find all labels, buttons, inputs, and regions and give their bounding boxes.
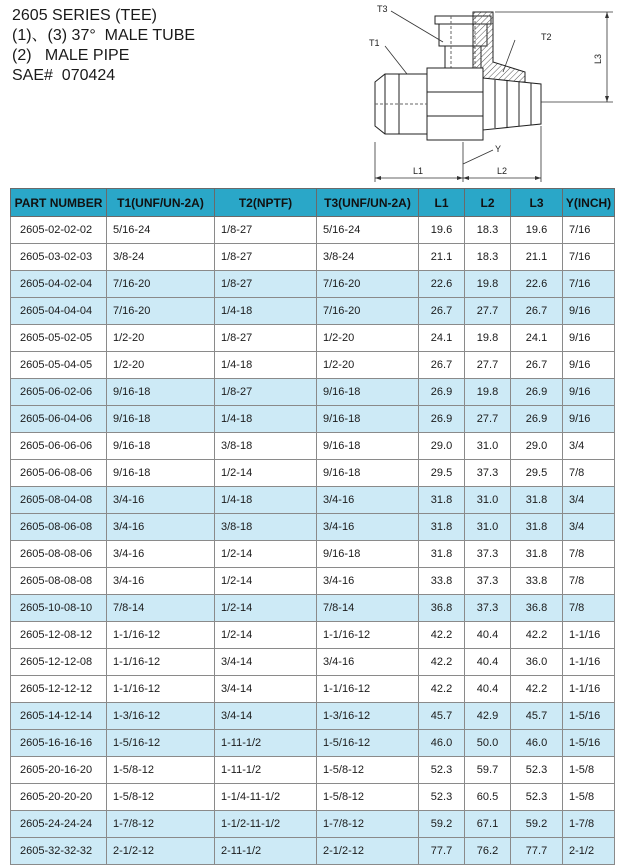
table-cell: 36.8: [511, 595, 563, 622]
table-cell: 2605-32-32-32: [11, 838, 107, 865]
table-cell: 77.7: [419, 838, 465, 865]
table-cell: 1-3/16-12: [107, 703, 215, 730]
tee-body: [427, 68, 483, 140]
table-cell: 9/16: [563, 379, 615, 406]
table-cell: 27.7: [465, 298, 511, 325]
table-cell: 26.7: [511, 298, 563, 325]
table-cell: 1-7/8-12: [317, 811, 419, 838]
table-cell: 1-1/16-12: [317, 622, 419, 649]
table-cell: 1/4-18: [215, 406, 317, 433]
table-cell: 42.9: [465, 703, 511, 730]
table-cell: 2605-10-08-10: [11, 595, 107, 622]
table-cell: 52.3: [419, 757, 465, 784]
table-cell: 2605-08-08-06: [11, 541, 107, 568]
table-cell: 1-1/2-11-1/2: [215, 811, 317, 838]
column-header: L1: [419, 189, 465, 217]
table-cell: 3/4-16: [107, 541, 215, 568]
table-cell: 9/16: [563, 352, 615, 379]
table-cell: 45.7: [419, 703, 465, 730]
table-cell: 7/16-20: [317, 298, 419, 325]
table-cell: 1-3/16-12: [317, 703, 419, 730]
table-cell: 1-5/16: [563, 703, 615, 730]
table-cell: 2605-04-02-04: [11, 271, 107, 298]
table-cell: 3/4: [563, 487, 615, 514]
table-cell: 2605-14-12-14: [11, 703, 107, 730]
table-row: [11, 730, 615, 757]
table-cell: 1/8-27: [215, 325, 317, 352]
table-cell: 2605-12-12-12: [11, 676, 107, 703]
table-cell: 18.3: [465, 244, 511, 271]
table-cell: 1-5/8-12: [317, 784, 419, 811]
table-cell: 5/16-24: [107, 217, 215, 244]
series-description-1: (1)、(3) 37° MALE TUBE: [12, 27, 196, 44]
table-cell: 1-5/8-12: [317, 757, 419, 784]
table-cell: 2605-05-04-05: [11, 352, 107, 379]
table-cell: 36.8: [419, 595, 465, 622]
table-cell: 2-1/2: [563, 838, 615, 865]
table-cell: 2605-16-16-16: [11, 730, 107, 757]
table-cell: 5/16-24: [317, 217, 419, 244]
table-cell: 24.1: [419, 325, 465, 352]
table-cell: 1-5/8: [563, 784, 615, 811]
table-cell: 1-5/8-12: [107, 757, 215, 784]
table-row: [11, 514, 615, 541]
table-cell: 1/4-18: [215, 298, 317, 325]
table-row: [11, 244, 615, 271]
table-cell: 37.3: [465, 541, 511, 568]
table-row: [11, 568, 615, 595]
table-cell: 1-5/8: [563, 757, 615, 784]
table-cell: 3/4: [563, 433, 615, 460]
table-cell: 1/8-27: [215, 217, 317, 244]
table-cell: 2-1/2-12: [317, 838, 419, 865]
table-cell: 2605-24-24-24: [11, 811, 107, 838]
table-cell: 3/4-16: [317, 487, 419, 514]
table-cell: 1-1/16-12: [317, 676, 419, 703]
table-row: [11, 433, 615, 460]
label-t1: T1: [369, 38, 380, 48]
table-cell: 1-5/16: [563, 730, 615, 757]
table-cell: 7/16: [563, 217, 615, 244]
table-cell: 21.1: [419, 244, 465, 271]
table-cell: 2605-06-04-06: [11, 406, 107, 433]
table-cell: 19.8: [465, 325, 511, 352]
table-cell: 42.2: [419, 676, 465, 703]
label-t3: T3: [377, 4, 388, 14]
table-cell: 1-1/16-12: [107, 649, 215, 676]
table-cell: 9/16-18: [317, 379, 419, 406]
table-cell: 19.6: [511, 217, 563, 244]
table-row: [11, 676, 615, 703]
table-cell: 9/16-18: [107, 460, 215, 487]
table-cell: 9/16-18: [317, 433, 419, 460]
table-row: [11, 487, 615, 514]
table-cell: 1/2-14: [215, 568, 317, 595]
table-row: [11, 406, 615, 433]
table-cell: 1/8-27: [215, 379, 317, 406]
table-cell: 2605-05-02-05: [11, 325, 107, 352]
table-cell: 1-1/4-11-1/2: [215, 784, 317, 811]
table-cell: 7/16: [563, 244, 615, 271]
table-cell: 40.4: [465, 622, 511, 649]
table-cell: 1/2-20: [317, 352, 419, 379]
table-cell: 9/16: [563, 406, 615, 433]
table-cell: 67.1: [465, 811, 511, 838]
table-cell: 2605-06-02-06: [11, 379, 107, 406]
table-cell: 3/4-16: [317, 568, 419, 595]
table-body: [11, 217, 615, 865]
column-header: L3: [511, 189, 563, 217]
table-cell: 46.0: [419, 730, 465, 757]
table-row: [11, 460, 615, 487]
table-cell: 52.3: [419, 784, 465, 811]
table-cell: 3/4-14: [215, 649, 317, 676]
table-cell: 3/4: [563, 514, 615, 541]
table-cell: 2605-06-06-06: [11, 433, 107, 460]
table-cell: 3/8-18: [215, 433, 317, 460]
table-cell: 1/4-18: [215, 352, 317, 379]
table-cell: 37.3: [465, 460, 511, 487]
table-row: [11, 757, 615, 784]
table-cell: 1-1/16: [563, 622, 615, 649]
table-cell: 7/8-14: [107, 595, 215, 622]
table-row: [11, 217, 615, 244]
table-cell: 3/8-24: [317, 244, 419, 271]
table-cell: 26.7: [419, 298, 465, 325]
table-cell: 7/8: [563, 568, 615, 595]
table-cell: 2605-08-08-08: [11, 568, 107, 595]
table-cell: 1-5/16-12: [107, 730, 215, 757]
table-row: [11, 298, 615, 325]
table-cell: 3/4-16: [107, 514, 215, 541]
series-title: 2605 SERIES (TEE): [12, 7, 157, 24]
table-cell: 9/16-18: [107, 433, 215, 460]
right-pipe-end: [483, 78, 541, 130]
table-cell: 26.9: [511, 406, 563, 433]
table-cell: 1-11-1/2: [215, 730, 317, 757]
table-cell: 2605-02-02-02: [11, 217, 107, 244]
table-cell: 7/16-20: [107, 298, 215, 325]
table-cell: 29.5: [419, 460, 465, 487]
table-cell: 26.9: [419, 406, 465, 433]
table-cell: 3/8-24: [107, 244, 215, 271]
table-cell: 52.3: [511, 757, 563, 784]
table-cell: 29.0: [419, 433, 465, 460]
table-cell: 9/16-18: [317, 541, 419, 568]
table-cell: 60.5: [465, 784, 511, 811]
table-row: [11, 703, 615, 730]
table-cell: 9/16: [563, 298, 615, 325]
table-cell: 42.2: [511, 622, 563, 649]
table-cell: 26.9: [419, 379, 465, 406]
label-t2: T2: [541, 32, 552, 42]
table-cell: 1-1/16-12: [107, 622, 215, 649]
table-row: [11, 325, 615, 352]
table-row: [11, 649, 615, 676]
table-cell: 1/2-14: [215, 460, 317, 487]
table-cell: 3/4-16: [317, 649, 419, 676]
series-header: [12, 6, 195, 86]
column-header: T1(UNF/UN-2A): [107, 189, 215, 217]
table-cell: 1/8-27: [215, 244, 317, 271]
table-cell: 1-11-1/2: [215, 757, 317, 784]
label-l3: L3: [593, 53, 603, 64]
table-cell: 1-1/16: [563, 676, 615, 703]
table-cell: 52.3: [511, 784, 563, 811]
specification-table: [10, 188, 615, 865]
table-cell: 1-7/8-12: [107, 811, 215, 838]
table-cell: 31.8: [419, 541, 465, 568]
table-cell: 9/16-18: [317, 406, 419, 433]
table-cell: 22.6: [511, 271, 563, 298]
table-row: [11, 541, 615, 568]
table-cell: 29.0: [511, 433, 563, 460]
table-cell: 2605-20-16-20: [11, 757, 107, 784]
table-cell: 3/8-18: [215, 514, 317, 541]
table-cell: 31.8: [511, 487, 563, 514]
table-row: [11, 838, 615, 865]
table-cell: 1/2-20: [107, 325, 215, 352]
table-cell: 2605-06-08-06: [11, 460, 107, 487]
table-cell: 1-1/16-12: [107, 676, 215, 703]
table-row: [11, 271, 615, 298]
table-cell: 7/16-20: [107, 271, 215, 298]
table-cell: 1/8-27: [215, 271, 317, 298]
table-cell: 26.7: [511, 352, 563, 379]
table-cell: 42.2: [511, 676, 563, 703]
table-cell: 33.8: [511, 568, 563, 595]
label-l2: L2: [497, 166, 508, 176]
table-cell: 31.0: [465, 433, 511, 460]
table-cell: 24.1: [511, 325, 563, 352]
table-cell: 31.0: [465, 487, 511, 514]
table-header-row: [11, 189, 615, 217]
table-cell: 26.9: [511, 379, 563, 406]
table-cell: 7/8: [563, 595, 615, 622]
table-cell: 50.0: [465, 730, 511, 757]
series-description-2: (2) MALE PIPE: [12, 47, 130, 64]
table-row: [11, 352, 615, 379]
label-l1: L1: [413, 166, 424, 176]
table-cell: 9/16-18: [107, 406, 215, 433]
table-cell: 1/2-14: [215, 595, 317, 622]
table-cell: 42.2: [419, 622, 465, 649]
table-cell: 36.0: [511, 649, 563, 676]
table-cell: 7/8: [563, 541, 615, 568]
table-cell: 26.7: [419, 352, 465, 379]
table-cell: 2605-08-04-08: [11, 487, 107, 514]
table-cell: 7/8-14: [317, 595, 419, 622]
table-cell: 2-1/2-12: [107, 838, 215, 865]
table-cell: 31.8: [511, 541, 563, 568]
table-cell: 19.6: [419, 217, 465, 244]
table-cell: 21.1: [511, 244, 563, 271]
table-cell: 77.7: [511, 838, 563, 865]
table-cell: 1/2-14: [215, 622, 317, 649]
table-row: [11, 595, 615, 622]
table-cell: 7/8: [563, 460, 615, 487]
table-cell: 37.3: [465, 568, 511, 595]
table-cell: 1/2-14: [215, 541, 317, 568]
table-cell: 31.8: [419, 487, 465, 514]
sae-number: SAE# 070424: [12, 67, 116, 84]
column-header: Y(INCH): [563, 189, 615, 217]
table-cell: 42.2: [419, 649, 465, 676]
table-cell: 31.8: [419, 514, 465, 541]
table-cell: 2605-03-02-03: [11, 244, 107, 271]
table-cell: 19.8: [465, 379, 511, 406]
table-cell: 1/2-20: [107, 352, 215, 379]
left-tube-end: [375, 74, 427, 134]
table-cell: 1/4-18: [215, 487, 317, 514]
table-cell: 27.7: [465, 406, 511, 433]
table-cell: 31.8: [511, 514, 563, 541]
column-header: PART NUMBER: [11, 189, 107, 217]
table-cell: 2-11-1/2: [215, 838, 317, 865]
table-cell: 9/16-18: [107, 379, 215, 406]
table-cell: 2605-04-04-04: [11, 298, 107, 325]
table-cell: 33.8: [419, 568, 465, 595]
table-cell: 59.2: [419, 811, 465, 838]
table-cell: 3/4-14: [215, 703, 317, 730]
table-cell: 3/4-16: [107, 568, 215, 595]
table-cell: 2605-12-12-08: [11, 649, 107, 676]
table-cell: 27.7: [465, 352, 511, 379]
table-cell: 40.4: [465, 676, 511, 703]
table-cell: 1-7/8: [563, 811, 615, 838]
table-cell: 1/2-20: [317, 325, 419, 352]
table-cell: 19.8: [465, 271, 511, 298]
tee-fitting-drawing: [355, 2, 617, 184]
table-cell: 2605-20-20-20: [11, 784, 107, 811]
label-y: Y: [495, 144, 502, 154]
table-row: [11, 622, 615, 649]
table-cell: 9/16: [563, 325, 615, 352]
table-cell: 1-1/16: [563, 649, 615, 676]
table-cell: 3/4-16: [107, 487, 215, 514]
table-cell: 45.7: [511, 703, 563, 730]
table-cell: 9/16-18: [317, 460, 419, 487]
table-cell: 1-5/8-12: [107, 784, 215, 811]
table-cell: 31.0: [465, 514, 511, 541]
table-cell: 7/16-20: [317, 271, 419, 298]
table-row: [11, 811, 615, 838]
table-cell: 3/4-14: [215, 676, 317, 703]
table-cell: 22.6: [419, 271, 465, 298]
table-cell: 1-5/16-12: [317, 730, 419, 757]
column-header: L2: [465, 189, 511, 217]
table-cell: 18.3: [465, 217, 511, 244]
column-header: T3(UNF/UN-2A): [317, 189, 419, 217]
table-cell: 37.3: [465, 595, 511, 622]
table-row: [11, 784, 615, 811]
table-cell: 59.2: [511, 811, 563, 838]
table-cell: 59.7: [465, 757, 511, 784]
table-cell: 2605-12-08-12: [11, 622, 107, 649]
table-cell: 2605-08-06-08: [11, 514, 107, 541]
table-cell: 40.4: [465, 649, 511, 676]
table-cell: 76.2: [465, 838, 511, 865]
table-cell: 7/16: [563, 271, 615, 298]
table-cell: 29.5: [511, 460, 563, 487]
table-row: [11, 379, 615, 406]
column-header: T2(NPTF): [215, 189, 317, 217]
table-cell: 46.0: [511, 730, 563, 757]
table-cell: 3/4-16: [317, 514, 419, 541]
